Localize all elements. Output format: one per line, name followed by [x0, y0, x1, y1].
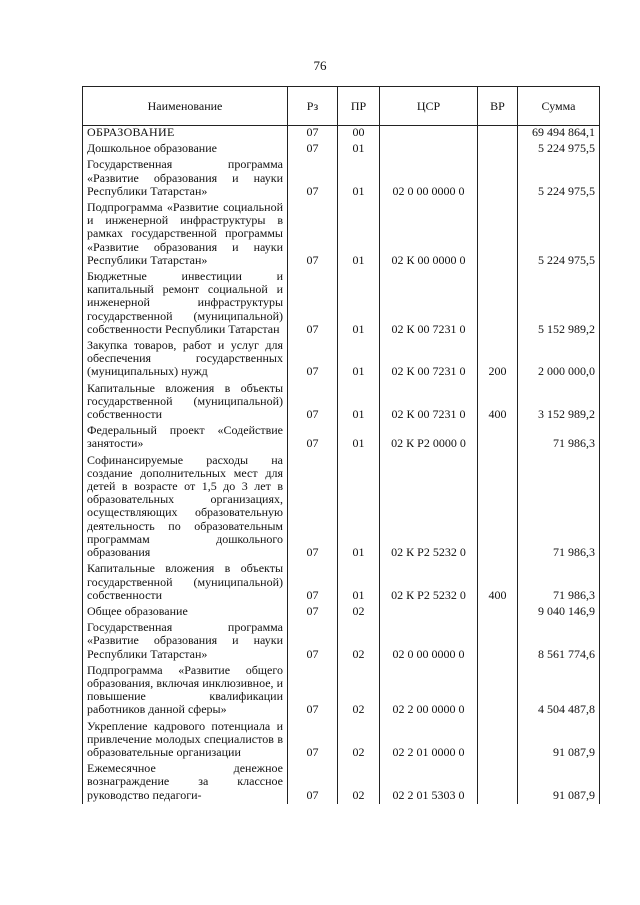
cell-csr: 02 2 01 5303 0 [380, 761, 478, 804]
cell-name: Федеральный проект «Содействие занятости» [83, 423, 288, 452]
table-row [83, 620, 600, 663]
cell-csr: 02 0 00 0000 0 [380, 620, 478, 663]
cell-rz: 07 [288, 761, 338, 804]
page-number: 76 [313, 58, 327, 73]
cell-vr [478, 761, 518, 804]
cell-pr: 01 [338, 561, 380, 604]
table-row [83, 453, 600, 562]
cell-vr: 400 [478, 561, 518, 604]
cell-csr: 02 2 01 0000 0 [380, 719, 478, 762]
table-body [83, 126, 600, 804]
cell-sum: 9 040 146,9 [518, 604, 600, 620]
cell-vr [478, 200, 518, 269]
cell-rz: 07 [288, 141, 338, 157]
cell-sum: 3 152 989,2 [518, 381, 600, 424]
cell-vr: 400 [478, 381, 518, 424]
cell-name: Дошкольное образование [83, 141, 288, 157]
cell-csr: 02 К 00 0000 0 [380, 200, 478, 269]
cell-sum: 4 504 487,8 [518, 663, 600, 719]
cell-name: Бюджетные инвестиции и капитальный ремонт социальной и инженерной инфраструктуры государственной (муниципальной) собственности Республики Татарстан [83, 269, 288, 338]
table-row [83, 663, 600, 719]
cell-sum: 71 986,3 [518, 561, 600, 604]
cell-csr: 02 К Р2 5232 0 [380, 453, 478, 562]
cell-pr: 01 [338, 269, 380, 338]
table-row [83, 604, 600, 620]
cell-pr: 01 [338, 423, 380, 452]
cell-sum: 91 087,9 [518, 719, 600, 762]
cell-name: Капитальные вложения в объекты государственной (муниципальной) собственности [83, 381, 288, 424]
cell-vr [478, 719, 518, 762]
cell-sum: 71 986,3 [518, 453, 600, 562]
header-csr: ЦСР [380, 87, 478, 126]
cell-name: Закупка товаров, работ и услуг для обеспечения государственных (муниципальных) нужд [83, 338, 288, 381]
cell-pr: 02 [338, 604, 380, 620]
cell-csr: 02 К 00 7231 0 [380, 338, 478, 381]
cell-name: Ежемесячное денежное вознаграждение за классное руководство педагоги- [83, 761, 288, 804]
cell-csr [380, 604, 478, 620]
cell-sum: 5 152 989,2 [518, 269, 600, 338]
cell-vr [478, 604, 518, 620]
cell-csr: 02 К 00 7231 0 [380, 381, 478, 424]
cell-pr: 02 [338, 620, 380, 663]
cell-rz: 07 [288, 604, 338, 620]
cell-rz: 07 [288, 338, 338, 381]
cell-csr [380, 141, 478, 157]
cell-rz: 07 [288, 423, 338, 452]
cell-name: Софинансируемые расходы на создание дополнительных мест для детей в возрасте от 1,5 до 3 лет в образовательных организациях, осуществляющих образовательную деятельность по образовательным программам дошкольного образования [83, 453, 288, 562]
cell-vr [478, 126, 518, 142]
cell-vr [478, 423, 518, 452]
cell-rz: 07 [288, 561, 338, 604]
table-row [83, 761, 600, 804]
header-sum: Сумма [518, 87, 600, 126]
header-pr: ПР [338, 87, 380, 126]
cell-vr: 200 [478, 338, 518, 381]
cell-sum: 8 561 774,6 [518, 620, 600, 663]
cell-pr: 01 [338, 141, 380, 157]
cell-name: Государственная программа «Развитие образования и науки Республики Татарстан» [83, 157, 288, 200]
table-header-row [83, 87, 600, 126]
cell-sum: 5 224 975,5 [518, 200, 600, 269]
cell-vr [478, 157, 518, 200]
cell-rz: 07 [288, 620, 338, 663]
cell-rz: 07 [288, 719, 338, 762]
cell-name: Укрепление кадрового потенциала и привлечение молодых специалистов в образовательные организации [83, 719, 288, 762]
table-row [83, 157, 600, 200]
cell-pr: 02 [338, 663, 380, 719]
cell-sum: 91 087,9 [518, 761, 600, 804]
table-row [83, 423, 600, 452]
cell-name: ОБРАЗОВАНИЕ [83, 126, 288, 142]
table-row [83, 269, 600, 338]
table-row [83, 381, 600, 424]
cell-sum: 2 000 000,0 [518, 338, 600, 381]
cell-pr: 01 [338, 200, 380, 269]
cell-name: Подпрограмма «Развитие социальной и инженерной инфраструктуры в рамках государственной программы «Развитие образования и науки Республики Татарстан» [83, 200, 288, 269]
cell-csr: 02 2 00 0000 0 [380, 663, 478, 719]
cell-csr: 02 К Р2 5232 0 [380, 561, 478, 604]
table-row [83, 719, 600, 762]
cell-pr: 01 [338, 453, 380, 562]
cell-rz: 07 [288, 269, 338, 338]
cell-csr: 02 К Р2 0000 0 [380, 423, 478, 452]
cell-pr: 01 [338, 381, 380, 424]
cell-csr: 02 К 00 7231 0 [380, 269, 478, 338]
table-row [83, 200, 600, 269]
cell-vr [478, 141, 518, 157]
cell-rz: 07 [288, 453, 338, 562]
cell-rz: 07 [288, 157, 338, 200]
cell-sum: 5 224 975,5 [518, 141, 600, 157]
header-rz: Рз [288, 87, 338, 126]
cell-name: Государственная программа «Развитие образования и науки Республики Татарстан» [83, 620, 288, 663]
cell-rz: 07 [288, 381, 338, 424]
cell-csr: 02 0 00 0000 0 [380, 157, 478, 200]
cell-pr: 01 [338, 157, 380, 200]
cell-name: Общее образование [83, 604, 288, 620]
cell-rz: 07 [288, 663, 338, 719]
cell-name: Подпрограмма «Развитие общего образования, включая инклюзивное, и повышение квалификации работников данной сферы» [83, 663, 288, 719]
cell-sum: 69 494 864,1 [518, 126, 600, 142]
cell-pr: 00 [338, 126, 380, 142]
table-row [83, 141, 600, 157]
cell-pr: 02 [338, 761, 380, 804]
table-row [83, 126, 600, 142]
cell-name: Капитальные вложения в объекты государственной (муниципальной) собственности [83, 561, 288, 604]
table-row [83, 561, 600, 604]
header-name: Наименование [83, 87, 288, 126]
cell-sum: 71 986,3 [518, 423, 600, 452]
budget-table [82, 86, 600, 804]
cell-sum: 5 224 975,5 [518, 157, 600, 200]
header-vr: ВР [478, 87, 518, 126]
cell-pr: 01 [338, 338, 380, 381]
cell-rz: 07 [288, 200, 338, 269]
cell-rz: 07 [288, 126, 338, 142]
cell-pr: 02 [338, 719, 380, 762]
table-row [83, 338, 600, 381]
cell-vr [478, 620, 518, 663]
cell-vr [478, 663, 518, 719]
cell-csr [380, 126, 478, 142]
cell-vr [478, 269, 518, 338]
cell-vr [478, 453, 518, 562]
